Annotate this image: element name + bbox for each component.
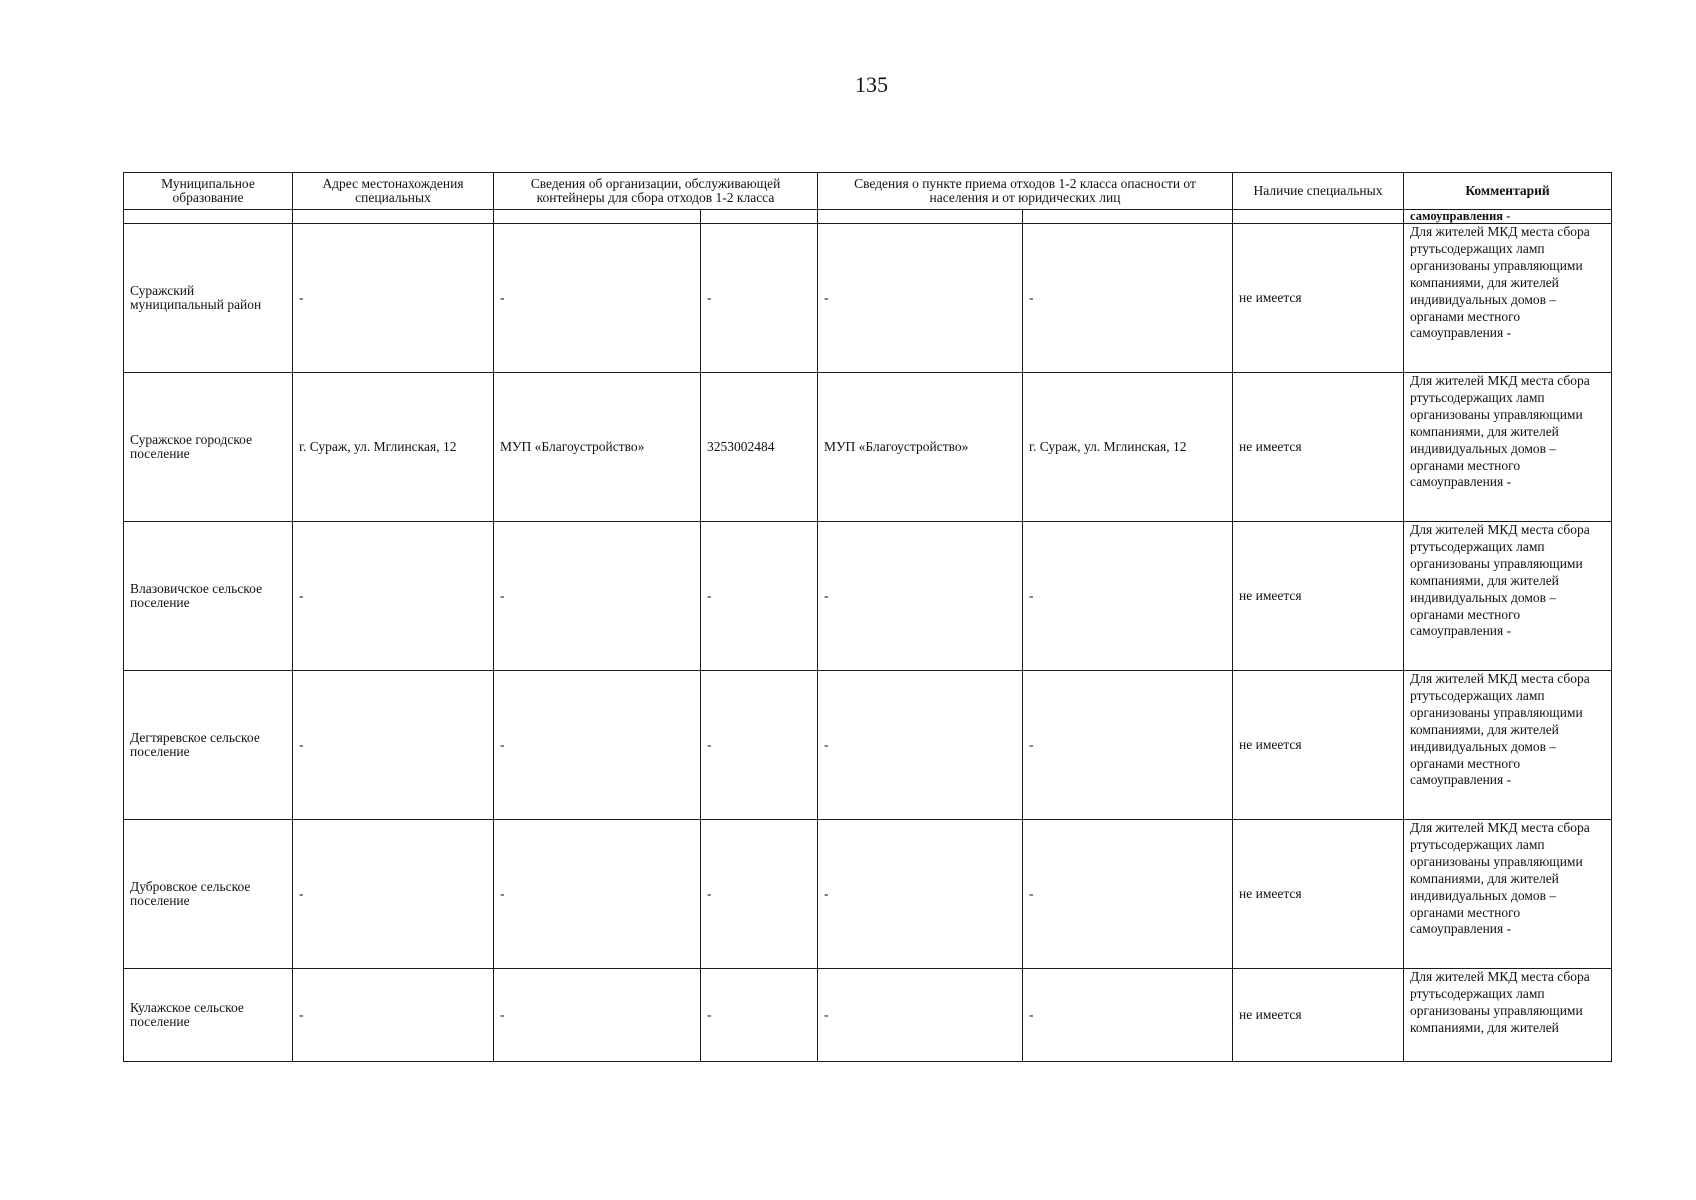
municipality-cell: Суражское городское поселение: [124, 373, 293, 522]
spacer-cell: [818, 210, 1023, 224]
availability-cell: не имеется: [1233, 373, 1404, 522]
table-row: [124, 373, 1612, 522]
table-row: [124, 522, 1612, 671]
spacer-comment: самоуправления -: [1404, 210, 1612, 224]
address-cell: г. Сураж, ул. Мглинская, 12: [293, 373, 494, 522]
point-org-cell: -: [818, 671, 1023, 820]
point-address-cell: -: [1023, 224, 1233, 373]
header-municipality: Муниципальное образование: [124, 173, 293, 210]
header-address: Адрес местонахождения специальных: [293, 173, 494, 210]
spacer-cell: [701, 210, 818, 224]
spacer-cell: [293, 210, 494, 224]
municipality-cell: Дегтяревское сельское поселение: [124, 671, 293, 820]
comment-cell: Для жителей МКД места сбора ртутьсодержащих ламп организованы управляющими компаниями, для жителей индивидуальных домов – органами местного самоуправления -: [1404, 671, 1612, 820]
org-cell: -: [494, 969, 701, 1062]
header-availability: Наличие специальных: [1233, 173, 1404, 210]
page-number: 135: [855, 72, 888, 97]
availability-cell: не имеется: [1233, 969, 1404, 1062]
address-cell: -: [293, 522, 494, 671]
table-row: [124, 224, 1612, 373]
inn-cell: -: [701, 224, 818, 373]
inn-cell: 3253002484: [701, 373, 818, 522]
inn-cell: -: [701, 671, 818, 820]
point-address-cell: г. Сураж, ул. Мглинская, 12: [1023, 373, 1233, 522]
comment-cell: Для жителей МКД места сбора ртутьсодержащих ламп организованы управляющими компаниями, для жителей индивидуальных домов – органами местного самоуправления -: [1404, 224, 1612, 373]
point-org-cell: МУП «Благоустройство»: [818, 373, 1023, 522]
spacer-cell: [124, 210, 293, 224]
municipality-cell: Влазовичское сельское поселение: [124, 522, 293, 671]
point-address-cell: -: [1023, 671, 1233, 820]
municipality-cell: Суражский муниципальный район: [124, 224, 293, 373]
inn-cell: -: [701, 522, 818, 671]
comment-cell: Для жителей МКД места сбора ртутьсодержащих ламп организованы управляющими компаниями, для жителей индивидуальных домов – органами местного самоуправления -: [1404, 820, 1612, 969]
spacer-cell: [1233, 210, 1404, 224]
municipality-cell: Дубровское сельское поселение: [124, 820, 293, 969]
header-collection-point: Сведения о пункте приема отходов 1-2 класса опасности от населения и от юридических лиц: [818, 173, 1233, 210]
table-row: [124, 969, 1612, 1062]
table-row: [124, 671, 1612, 820]
point-address-cell: -: [1023, 522, 1233, 671]
registry-table: [123, 172, 1612, 1062]
address-cell: -: [293, 224, 494, 373]
availability-cell: не имеется: [1233, 224, 1404, 373]
spacer-cell: [494, 210, 701, 224]
org-cell: МУП «Благоустройство»: [494, 373, 701, 522]
point-address-cell: -: [1023, 820, 1233, 969]
comment-cell: Для жителей МКД места сбора ртутьсодержащих ламп организованы управляющими компаниями, для жителей индивидуальных домов – органами местного самоуправления -: [1404, 522, 1612, 671]
point-org-cell: -: [818, 969, 1023, 1062]
table-row: [124, 820, 1612, 969]
availability-cell: не имеется: [1233, 522, 1404, 671]
point-org-cell: -: [818, 522, 1023, 671]
org-cell: -: [494, 224, 701, 373]
inn-cell: -: [701, 969, 818, 1062]
point-org-cell: -: [818, 224, 1023, 373]
org-cell: -: [494, 820, 701, 969]
address-cell: -: [293, 820, 494, 969]
spacer-row: [124, 210, 1612, 224]
inn-cell: -: [701, 820, 818, 969]
header-organization: Сведения об организации, обслуживающей контейнеры для сбора отходов 1-2 класса: [494, 173, 818, 210]
availability-cell: не имеется: [1233, 820, 1404, 969]
address-cell: -: [293, 969, 494, 1062]
comment-cell: Для жителей МКД места сбора ртутьсодержащих ламп организованы управляющими компаниями, для жителей: [1404, 969, 1612, 1062]
address-cell: -: [293, 671, 494, 820]
availability-cell: не имеется: [1233, 671, 1404, 820]
table-header-row: [124, 173, 1612, 210]
point-org-cell: -: [818, 820, 1023, 969]
comment-cell: Для жителей МКД места сбора ртутьсодержащих ламп организованы управляющими компаниями, для жителей индивидуальных домов – органами местного самоуправления -: [1404, 373, 1612, 522]
municipality-cell: Кулажское сельское поселение: [124, 969, 293, 1062]
spacer-cell: [1023, 210, 1233, 224]
header-comment: Комментарий: [1404, 173, 1612, 210]
org-cell: -: [494, 671, 701, 820]
org-cell: -: [494, 522, 701, 671]
point-address-cell: -: [1023, 969, 1233, 1062]
